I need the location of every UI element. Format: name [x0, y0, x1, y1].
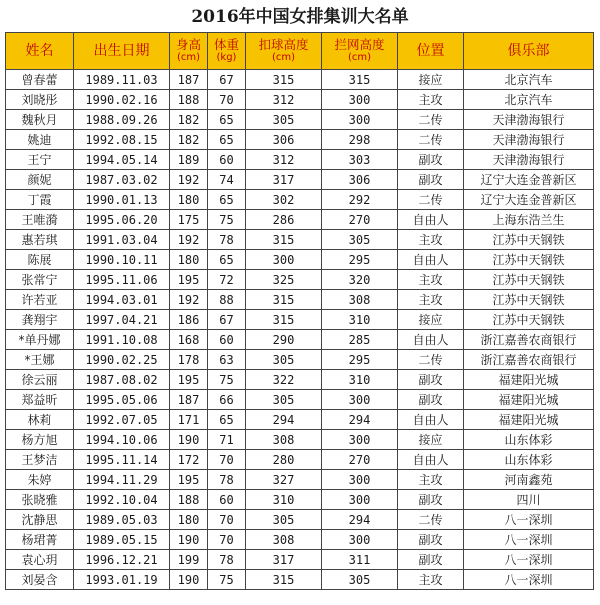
- block-height-value: 300: [322, 470, 398, 490]
- height-value: 188: [170, 490, 208, 510]
- header-name: 姓名: [6, 33, 74, 70]
- block-height-value: 303: [322, 150, 398, 170]
- block-height-value: 294: [322, 510, 398, 530]
- club-value: 辽宁大连金普新区: [464, 170, 594, 190]
- header-row: [6, 33, 594, 70]
- block-height-value: 300: [322, 430, 398, 450]
- club-value: 辽宁大连金普新区: [464, 190, 594, 210]
- block-height-value: 308: [322, 290, 398, 310]
- birth-date: 1989.05.15: [74, 530, 170, 550]
- weight-value: 70: [208, 450, 246, 470]
- spike-height-value: 325: [246, 270, 322, 290]
- block-height-value: 310: [322, 370, 398, 390]
- height-value: 187: [170, 390, 208, 410]
- position-value: 自由人: [398, 450, 464, 470]
- player-name: 姚迪: [6, 130, 74, 150]
- weight-value: 75: [208, 370, 246, 390]
- position-value: 主攻: [398, 270, 464, 290]
- table-row: [6, 410, 594, 430]
- birth-date: 1989.11.03: [74, 70, 170, 90]
- spike-height-value: 305: [246, 510, 322, 530]
- header-weight-label: 体重: [213, 37, 239, 52]
- position-value: 二传: [398, 350, 464, 370]
- spike-height-value: 280: [246, 450, 322, 470]
- weight-value: 63: [208, 350, 246, 370]
- header-club: 俱乐部: [464, 33, 594, 70]
- birth-date: 1993.01.19: [74, 570, 170, 590]
- spike-height-value: 312: [246, 90, 322, 110]
- player-name: 惠若琪: [6, 230, 74, 250]
- birth-date: 1996.12.21: [74, 550, 170, 570]
- height-value: 192: [170, 170, 208, 190]
- header-height-label: 身高: [175, 37, 201, 52]
- player-name: 杨方旭: [6, 430, 74, 450]
- weight-value: 71: [208, 430, 246, 450]
- spike-height-value: 315: [246, 310, 322, 330]
- height-value: 192: [170, 230, 208, 250]
- block-height-value: 295: [322, 250, 398, 270]
- position-value: 副攻: [398, 370, 464, 390]
- position-value: 主攻: [398, 470, 464, 490]
- header-block-label: 拦网高度: [334, 37, 385, 52]
- table-row: [6, 170, 594, 190]
- weight-value: 78: [208, 230, 246, 250]
- club-value: 山东体彩: [464, 450, 594, 470]
- spike-height-value: 315: [246, 70, 322, 90]
- header-height-unit: (cm): [176, 52, 201, 63]
- birth-date: 1995.11.06: [74, 270, 170, 290]
- weight-value: 75: [208, 210, 246, 230]
- position-value: 主攻: [398, 570, 464, 590]
- height-value: 180: [170, 190, 208, 210]
- birth-date: 1994.03.01: [74, 290, 170, 310]
- weight-value: 60: [208, 150, 246, 170]
- height-value: 189: [170, 150, 208, 170]
- position-value: 自由人: [398, 210, 464, 230]
- block-height-value: 310: [322, 310, 398, 330]
- position-value: 主攻: [398, 230, 464, 250]
- weight-value: 67: [208, 310, 246, 330]
- position-value: 二传: [398, 190, 464, 210]
- position-value: 接应: [398, 70, 464, 90]
- header-weight: [208, 33, 246, 70]
- birth-date: 1994.11.29: [74, 470, 170, 490]
- position-value: 二传: [398, 130, 464, 150]
- height-value: 178: [170, 350, 208, 370]
- weight-value: 75: [208, 570, 246, 590]
- table-row: [6, 250, 594, 270]
- spike-height-value: 310: [246, 490, 322, 510]
- position-value: 二传: [398, 510, 464, 530]
- block-height-value: 294: [322, 410, 398, 430]
- page-title: 2016年中国女排集训大名单: [191, 7, 409, 27]
- player-name: 丁霞: [6, 190, 74, 210]
- position-value: 二传: [398, 110, 464, 130]
- player-name: 刘晓彤: [6, 90, 74, 110]
- table-row: [6, 90, 594, 110]
- height-value: 168: [170, 330, 208, 350]
- birth-date: 1991.03.04: [74, 230, 170, 250]
- height-value: 182: [170, 130, 208, 150]
- table-row: [6, 130, 594, 150]
- weight-value: 70: [208, 530, 246, 550]
- player-name: 沈静思: [6, 510, 74, 530]
- height-value: 186: [170, 310, 208, 330]
- position-value: 副攻: [398, 550, 464, 570]
- table-row: [6, 430, 594, 450]
- club-value: 山东体彩: [464, 430, 594, 450]
- spike-height-value: 312: [246, 150, 322, 170]
- weight-value: 60: [208, 330, 246, 350]
- spike-height-value: 317: [246, 550, 322, 570]
- player-name: 曾春蕾: [6, 70, 74, 90]
- height-value: 182: [170, 110, 208, 130]
- player-name: 张晓雅: [6, 490, 74, 510]
- player-name: 颜妮: [6, 170, 74, 190]
- player-name: 魏秋月: [6, 110, 74, 130]
- birth-date: 1997.04.21: [74, 310, 170, 330]
- birth-date: 1994.10.06: [74, 430, 170, 450]
- height-value: 195: [170, 270, 208, 290]
- player-name: 张常宁: [6, 270, 74, 290]
- club-value: 江苏中天钢铁: [464, 250, 594, 270]
- spike-height-value: 317: [246, 170, 322, 190]
- club-value: 江苏中天钢铁: [464, 270, 594, 290]
- club-value: 江苏中天钢铁: [464, 310, 594, 330]
- player-name: 王唯漪: [6, 210, 74, 230]
- club-value: 八一深圳: [464, 510, 594, 530]
- club-value: 八一深圳: [464, 570, 594, 590]
- height-value: 190: [170, 530, 208, 550]
- table-row: [6, 450, 594, 470]
- table-row: [6, 490, 594, 510]
- spike-height-value: 305: [246, 390, 322, 410]
- birth-date: 1995.11.14: [74, 450, 170, 470]
- birth-date: 1995.06.20: [74, 210, 170, 230]
- table-row: [6, 230, 594, 250]
- position-value: 副攻: [398, 150, 464, 170]
- header-birth: 出生日期: [74, 33, 170, 70]
- spike-height-value: 290: [246, 330, 322, 350]
- weight-value: 66: [208, 390, 246, 410]
- block-height-value: 305: [322, 230, 398, 250]
- club-value: 福建阳光城: [464, 410, 594, 430]
- club-value: 福建阳光城: [464, 370, 594, 390]
- player-name: 王宁: [6, 150, 74, 170]
- birth-date: 1991.10.08: [74, 330, 170, 350]
- table-row: [6, 470, 594, 490]
- weight-value: 65: [208, 130, 246, 150]
- block-height-value: 300: [322, 490, 398, 510]
- table-header: [6, 33, 594, 70]
- player-name: 刘晏含: [6, 570, 74, 590]
- header-position: 位置: [398, 33, 464, 70]
- position-value: 副攻: [398, 390, 464, 410]
- player-name: 徐云丽: [6, 370, 74, 390]
- club-value: 江苏中天钢铁: [464, 290, 594, 310]
- height-value: 192: [170, 290, 208, 310]
- player-name: 朱婷: [6, 470, 74, 490]
- club-value: 江苏中天钢铁: [464, 230, 594, 250]
- header-spike-label: 扣球高度: [258, 37, 309, 52]
- spike-height-value: 308: [246, 530, 322, 550]
- player-name: 陈展: [6, 250, 74, 270]
- spike-height-value: 315: [246, 290, 322, 310]
- position-value: 副攻: [398, 490, 464, 510]
- weight-value: 70: [208, 510, 246, 530]
- club-value: 天津渤海银行: [464, 130, 594, 150]
- weight-value: 74: [208, 170, 246, 190]
- block-height-value: 306: [322, 170, 398, 190]
- block-height-value: 315: [322, 70, 398, 90]
- table-row: [6, 510, 594, 530]
- birth-date: 1990.01.13: [74, 190, 170, 210]
- table-row: [6, 570, 594, 590]
- birth-date: 1990.10.11: [74, 250, 170, 270]
- position-value: 自由人: [398, 330, 464, 350]
- table-row: [6, 110, 594, 130]
- club-value: 河南鑫苑: [464, 470, 594, 490]
- club-value: 八一深圳: [464, 550, 594, 570]
- table-row: [6, 350, 594, 370]
- table-row: [6, 190, 594, 210]
- player-name: 袁心玥: [6, 550, 74, 570]
- table-row: [6, 270, 594, 290]
- player-name: *单丹娜: [6, 330, 74, 350]
- table-row: [6, 550, 594, 570]
- spike-height-value: 315: [246, 230, 322, 250]
- spike-height-value: 305: [246, 110, 322, 130]
- position-value: 自由人: [398, 410, 464, 430]
- height-value: 180: [170, 510, 208, 530]
- position-value: 接应: [398, 430, 464, 450]
- birth-date: 1990.02.25: [74, 350, 170, 370]
- weight-value: 78: [208, 470, 246, 490]
- height-value: 180: [170, 250, 208, 270]
- height-value: 190: [170, 430, 208, 450]
- club-value: 八一深圳: [464, 530, 594, 550]
- club-value: 福建阳光城: [464, 390, 594, 410]
- club-value: 北京汽车: [464, 90, 594, 110]
- block-height-value: 311: [322, 550, 398, 570]
- weight-value: 72: [208, 270, 246, 290]
- block-height-value: 298: [322, 130, 398, 150]
- club-value: 北京汽车: [464, 70, 594, 90]
- block-height-value: 300: [322, 530, 398, 550]
- table-row: [6, 210, 594, 230]
- height-value: 175: [170, 210, 208, 230]
- player-name: 林莉: [6, 410, 74, 430]
- height-value: 187: [170, 70, 208, 90]
- spike-height-value: 327: [246, 470, 322, 490]
- spike-height-value: 305: [246, 350, 322, 370]
- spike-height-value: 308: [246, 430, 322, 450]
- birth-date: 1988.09.26: [74, 110, 170, 130]
- birth-date: 1995.05.06: [74, 390, 170, 410]
- spike-height-value: 306: [246, 130, 322, 150]
- birth-date: 1987.03.02: [74, 170, 170, 190]
- birth-date: 1990.02.16: [74, 90, 170, 110]
- spike-height-value: 315: [246, 570, 322, 590]
- block-height-value: 292: [322, 190, 398, 210]
- position-value: 主攻: [398, 90, 464, 110]
- player-name: 许若亚: [6, 290, 74, 310]
- weight-value: 65: [208, 410, 246, 430]
- club-value: 天津渤海银行: [464, 150, 594, 170]
- club-value: 上海东浩兰生: [464, 210, 594, 230]
- weight-value: 65: [208, 110, 246, 130]
- position-value: 副攻: [398, 170, 464, 190]
- height-value: 171: [170, 410, 208, 430]
- birth-date: 1992.08.15: [74, 130, 170, 150]
- weight-value: 67: [208, 70, 246, 90]
- weight-value: 65: [208, 190, 246, 210]
- birth-date: 1994.05.14: [74, 150, 170, 170]
- block-height-value: 300: [322, 110, 398, 130]
- player-name: 龚翔宇: [6, 310, 74, 330]
- roster-table: [5, 32, 594, 590]
- club-value: 浙江嘉善农商银行: [464, 330, 594, 350]
- weight-value: 60: [208, 490, 246, 510]
- block-height-value: 270: [322, 450, 398, 470]
- birth-date: 1987.08.02: [74, 370, 170, 390]
- player-name: 郑益昕: [6, 390, 74, 410]
- table-body: [6, 70, 594, 590]
- club-value: 天津渤海银行: [464, 110, 594, 130]
- table-row: [6, 70, 594, 90]
- block-height-value: 300: [322, 390, 398, 410]
- position-value: 副攻: [398, 530, 464, 550]
- weight-value: 78: [208, 550, 246, 570]
- player-name: 杨珺菁: [6, 530, 74, 550]
- club-value: 四川: [464, 490, 594, 510]
- player-name: *王娜: [6, 350, 74, 370]
- table-row: [6, 330, 594, 350]
- height-value: 199: [170, 550, 208, 570]
- block-height-value: 305: [322, 570, 398, 590]
- birth-date: 1992.10.04: [74, 490, 170, 510]
- table-row: [6, 310, 594, 330]
- header-block-unit: (cm): [347, 52, 372, 63]
- birth-date: 1992.07.05: [74, 410, 170, 430]
- table-row: [6, 370, 594, 390]
- height-value: 188: [170, 90, 208, 110]
- birth-date: 1989.05.03: [74, 510, 170, 530]
- header-height: [170, 33, 208, 70]
- spike-height-value: 300: [246, 250, 322, 270]
- block-height-value: 320: [322, 270, 398, 290]
- header-spike-unit: (cm): [271, 52, 296, 63]
- weight-value: 70: [208, 90, 246, 110]
- table-row: [6, 290, 594, 310]
- spike-height-value: 302: [246, 190, 322, 210]
- position-value: 主攻: [398, 290, 464, 310]
- weight-value: 65: [208, 250, 246, 270]
- header-weight-unit: (kg): [216, 52, 237, 63]
- spike-height-value: 294: [246, 410, 322, 430]
- position-value: 自由人: [398, 250, 464, 270]
- block-height-value: 270: [322, 210, 398, 230]
- table-row: [6, 530, 594, 550]
- spike-height-value: 322: [246, 370, 322, 390]
- height-value: 195: [170, 470, 208, 490]
- position-value: 接应: [398, 310, 464, 330]
- header-spike: [246, 33, 322, 70]
- block-height-value: 300: [322, 90, 398, 110]
- block-height-value: 285: [322, 330, 398, 350]
- height-value: 172: [170, 450, 208, 470]
- club-value: 浙江嘉善农商银行: [464, 350, 594, 370]
- block-height-value: 295: [322, 350, 398, 370]
- height-value: 195: [170, 370, 208, 390]
- spike-height-value: 286: [246, 210, 322, 230]
- height-value: 190: [170, 570, 208, 590]
- header-block: [322, 33, 398, 70]
- table-row: [6, 150, 594, 170]
- player-name: 王梦洁: [6, 450, 74, 470]
- weight-value: 88: [208, 290, 246, 310]
- table-row: [6, 390, 594, 410]
